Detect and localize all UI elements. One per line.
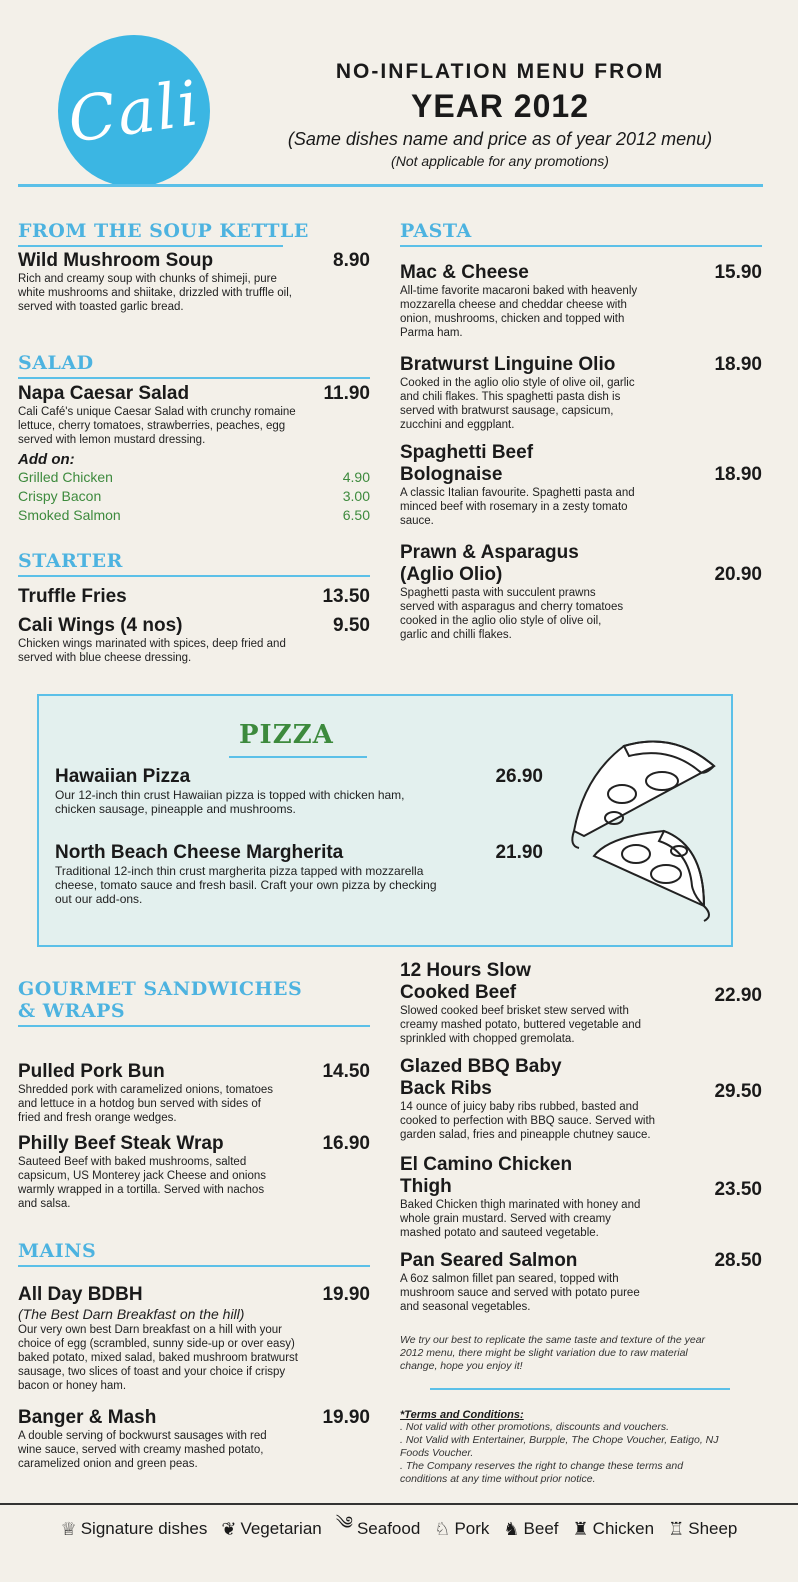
item-desc: Rich and creamy soup with chunks of shimeji, pure white mushrooms and shiitake, drizzled with truffle oil, served with toasted garlic bread.: [18, 273, 292, 313]
item-name: North Beach Cheese Margherita: [55, 842, 344, 863]
menu-item: [400, 354, 762, 432]
menu-item: [18, 1061, 370, 1125]
legend-chicken: [573, 1519, 655, 1540]
addon-price: 3.00: [342, 488, 370, 504]
item-desc: Our 12-inch thin crust Hawaiian pizza is topped with chicken ham, chicken sausage, pineapple and mushrooms.: [55, 788, 405, 816]
item-name: Cali Wings (4 nos): [18, 615, 183, 636]
item-desc: Cali Café's unique Caesar Salad with crunchy romaine lettuce, cherry tomatoes, strawberries, peaches, egg served with lemon mustard dressing.: [18, 406, 296, 446]
legend-pork: [434, 1519, 489, 1540]
legend-label: Sheep: [688, 1519, 738, 1538]
mains-divider: [18, 1265, 370, 1267]
item-desc: Spaghetti pasta with succulent prawns served with asparagus and cherry tomatoes cooked in the aglio olio style of olive oil, garlic and chilli flakes.: [400, 587, 624, 641]
item-name-1: 12 Hours Slow: [400, 960, 531, 981]
item-name-1: El Camino Chicken: [400, 1154, 573, 1175]
item-name: Mac & Cheese: [400, 262, 529, 283]
menu-item: [400, 1056, 762, 1142]
item-name-1: Glazed BBQ Baby: [400, 1056, 562, 1077]
salad-title: SALAD: [18, 352, 94, 374]
menu-item: [400, 542, 762, 642]
cali-logo: [58, 35, 210, 187]
item-name: Prawn & Asparagus (Aglio Olio): [400, 542, 579, 585]
header-line-1: NO-INFLATION MENU FROM: [335, 60, 665, 83]
item-price: 22.90: [714, 985, 762, 1006]
item-name: Truffle Fries: [18, 586, 127, 607]
legend-signature: [61, 1519, 208, 1540]
starter-section: [18, 550, 370, 577]
legend-sheep: [668, 1519, 737, 1540]
header-line-4: (Not applicable for any promotions): [391, 153, 609, 169]
item-desc: A double serving of bockwurst sausages with red wine sauce, served with creamy mashed potato, caramelized onion and green peas.: [18, 1430, 267, 1470]
pasta-section: [400, 220, 762, 247]
item-desc: A classic Italian favourite. Spaghetti pasta and minced beef with rosemary in a zesty tomato sauce.: [400, 487, 635, 527]
legend-label: Beef: [523, 1519, 559, 1538]
logo-text: Cali: [63, 65, 205, 157]
item-price: 26.90: [495, 766, 543, 787]
item-desc: Sauteed Beef with baked mushrooms, salted capsicum, US Monterey jack Cheese and onions warmly wrapped in a tortilla. Served with nachos and salsa.: [18, 1156, 267, 1210]
item-desc: Slowed cooked beef brisket stew served with creamy mashed potato, buttered vegetable and sprinkled with chopped gremolata.: [400, 1005, 642, 1045]
pig-icon: ♘: [434, 1518, 451, 1539]
item-price: 18.90: [714, 464, 762, 485]
terms-line: . Not Valid with Entertainer, Burpple, The Chope Voucher, Eatigo, NJ Foods Voucher.: [400, 1434, 719, 1459]
addon-heading: Add on:: [18, 451, 75, 468]
soup-title: FROM THE SOUP KETTLE: [18, 220, 309, 242]
item-price: 9.50: [333, 615, 370, 636]
item-desc: Chicken wings marinated with spices, deep fried and served with blue cheese dressing.: [18, 638, 286, 664]
legend-label: Signature dishes: [80, 1519, 208, 1538]
item-price: 28.50: [714, 1250, 762, 1271]
menu-item: [400, 1250, 762, 1314]
terms-title: *Terms and Conditions:: [400, 1409, 524, 1421]
item-desc: Cooked in the aglio olio style of olive oil, garlic and chili flakes. This spaghetti pasta dish is served with bratwurst sausage, capsicum, zucchini and eggplant.: [400, 377, 635, 431]
mains-title: MAINS: [18, 1240, 97, 1262]
item-price: 14.50: [322, 1061, 370, 1082]
cow-icon: ♞: [503, 1518, 520, 1539]
note-divider: [430, 1388, 730, 1390]
pizza-slice-icon: [554, 736, 724, 926]
item-price: 8.90: [333, 250, 370, 271]
item-desc: A 6oz salmon fillet pan seared, topped with mushroom sauce and served with potato puree and seasonal vegetables.: [400, 1273, 640, 1313]
item-name: Banger & Mash: [18, 1407, 157, 1428]
item-price: 16.90: [322, 1133, 370, 1154]
menu-item: [18, 615, 370, 665]
item-desc: Baked Chicken thigh marinated with honey and whole grain mustard. Served with creamy mashed potato and sauteed vegetable.: [400, 1199, 641, 1239]
menu-item: [400, 262, 762, 340]
item-name-2: Thigh: [400, 1176, 452, 1197]
item-price: 20.90: [714, 564, 762, 585]
addon-name: Crispy Bacon: [18, 488, 102, 504]
salad-divider: [18, 377, 370, 379]
sheep-icon: ♖: [668, 1518, 685, 1539]
starter-title: STARTER: [18, 550, 123, 572]
legend-seafood: [336, 1504, 421, 1554]
item-price: 29.50: [714, 1081, 762, 1102]
item-price: 19.90: [322, 1407, 370, 1428]
chef-hat-icon: ♕: [60, 1518, 77, 1539]
item-price: 15.90: [714, 262, 762, 283]
item-name: All Day BDBH: [18, 1284, 143, 1305]
header-line-3: (Same dishes name and price as of year 2012 menu): [287, 129, 713, 149]
terms-line: . Not valid with other promotions, discounts and vouchers.: [400, 1421, 670, 1433]
menu-item: [400, 442, 762, 528]
terms-section: [400, 1409, 730, 1486]
item-price: 23.50: [714, 1179, 762, 1200]
menu-item: [18, 383, 370, 525]
legend-beef: [503, 1519, 558, 1540]
legend-bar: [0, 1503, 798, 1553]
addon-row: [18, 506, 370, 525]
menu-item: [400, 1154, 762, 1240]
item-name: Hawaiian Pizza: [55, 766, 191, 787]
soup-divider: [18, 245, 283, 247]
pizza-section: [37, 694, 733, 947]
item-desc: 14 ounce of juicy baby ribs rubbed, basted and cooked to perfection with BBQ sauce. Served with garden salad, fries and pineapple chutney sauce.: [400, 1101, 656, 1141]
taste-note: We try our best to replicate the same taste and texture of the year 2012 menu, there might be slight variation due to raw material change, hope you enjoy it!: [400, 1334, 706, 1372]
legend-label: Pork: [454, 1519, 490, 1538]
item-name: Philly Beef Steak Wrap: [18, 1133, 224, 1154]
addon-price: 6.50: [342, 507, 370, 523]
terms-line: . The Company reserves the right to change these terms and conditions at any time without prior notice.: [400, 1460, 684, 1485]
mains-section: [18, 1240, 370, 1267]
menu-item: [55, 842, 543, 906]
item-name: Spaghetti Beef Bolognaise: [400, 442, 534, 485]
item-name: Napa Caesar Salad: [18, 383, 190, 404]
legend-label: Seafood: [356, 1519, 421, 1538]
pasta-title: PASTA: [400, 220, 472, 242]
item-price: 21.90: [495, 842, 543, 863]
item-name: Pulled Pork Bun: [18, 1061, 165, 1082]
leaf-icon: ❦: [221, 1518, 237, 1539]
item-desc: Shredded pork with caramelized onions, tomatoes and lettuce in a hotdog bun served with sides of fried and fresh orange wedges.: [18, 1084, 274, 1124]
header-divider: [18, 184, 763, 187]
addon-row: [18, 468, 370, 487]
addon-row: [18, 487, 370, 506]
item-price: 18.90: [714, 354, 762, 375]
menu-item: [400, 960, 762, 1046]
menu-item: [18, 1133, 370, 1211]
menu-item: [18, 1407, 370, 1471]
menu-item: [18, 1284, 370, 1393]
item-name-1: Pan Seared Salmon: [400, 1250, 578, 1271]
menu-item: [18, 586, 370, 608]
item-name-2: Cooked Beef: [400, 982, 517, 1003]
sandwiches-title-2: & WRAPS: [18, 1000, 126, 1022]
pizza-divider: [229, 756, 367, 758]
chicken-icon: ♜: [572, 1518, 589, 1539]
item-name-2: Back Ribs: [400, 1078, 492, 1099]
item-price: 13.50: [322, 586, 370, 607]
pasta-divider: [400, 245, 762, 247]
legend-label: Vegetarian: [240, 1519, 322, 1538]
menu-item: [55, 766, 543, 816]
salad-section: [18, 352, 370, 379]
sandwiches-title-1: GOURMET SANDWICHES: [18, 978, 303, 1000]
item-price: 19.90: [322, 1284, 370, 1305]
starter-divider: [18, 575, 370, 577]
addon-price: 4.90: [342, 469, 370, 485]
menu-item: [18, 250, 370, 314]
soup-section: [18, 220, 370, 247]
header-line-2: YEAR 2012: [411, 88, 589, 124]
legend-vegetarian: [221, 1519, 321, 1540]
pizza-title: PIZZA: [239, 720, 334, 750]
sandwiches-section: [18, 978, 370, 1027]
item-subtitle: (The Best Darn Breakfast on the hill): [18, 1306, 245, 1322]
item-name: Bratwurst Linguine Olio: [400, 354, 616, 375]
addon-name: Smoked Salmon: [18, 507, 121, 523]
item-name: Wild Mushroom Soup: [18, 250, 214, 271]
item-desc: All-time favorite macaroni baked with heavenly mozzarella cheese and cheddar cheese with onion, mushrooms, chicken and topped with Parma ham.: [400, 285, 638, 339]
sandwiches-divider: [18, 1025, 370, 1027]
addon-name: Grilled Chicken: [18, 469, 113, 485]
item-price: 11.90: [323, 383, 370, 404]
item-desc: Traditional 12-inch thin crust margherita pizza tapped with mozzarella cheese, tomato sauce and fresh basil. Craft your own pizza by checking out our add-ons.: [55, 864, 437, 906]
legend-label: Chicken: [592, 1519, 655, 1538]
shrimp-icon: ༄: [335, 1513, 353, 1533]
item-desc: Our very own best Darn breakfast on a hill with your choice of egg (scrambled, sunny side-up or over easy) baked potato, mixed salad, baked mushroom bratwurst sausage, two slices of toast and your choice if crispy bacon or honey ham.: [18, 1324, 298, 1392]
